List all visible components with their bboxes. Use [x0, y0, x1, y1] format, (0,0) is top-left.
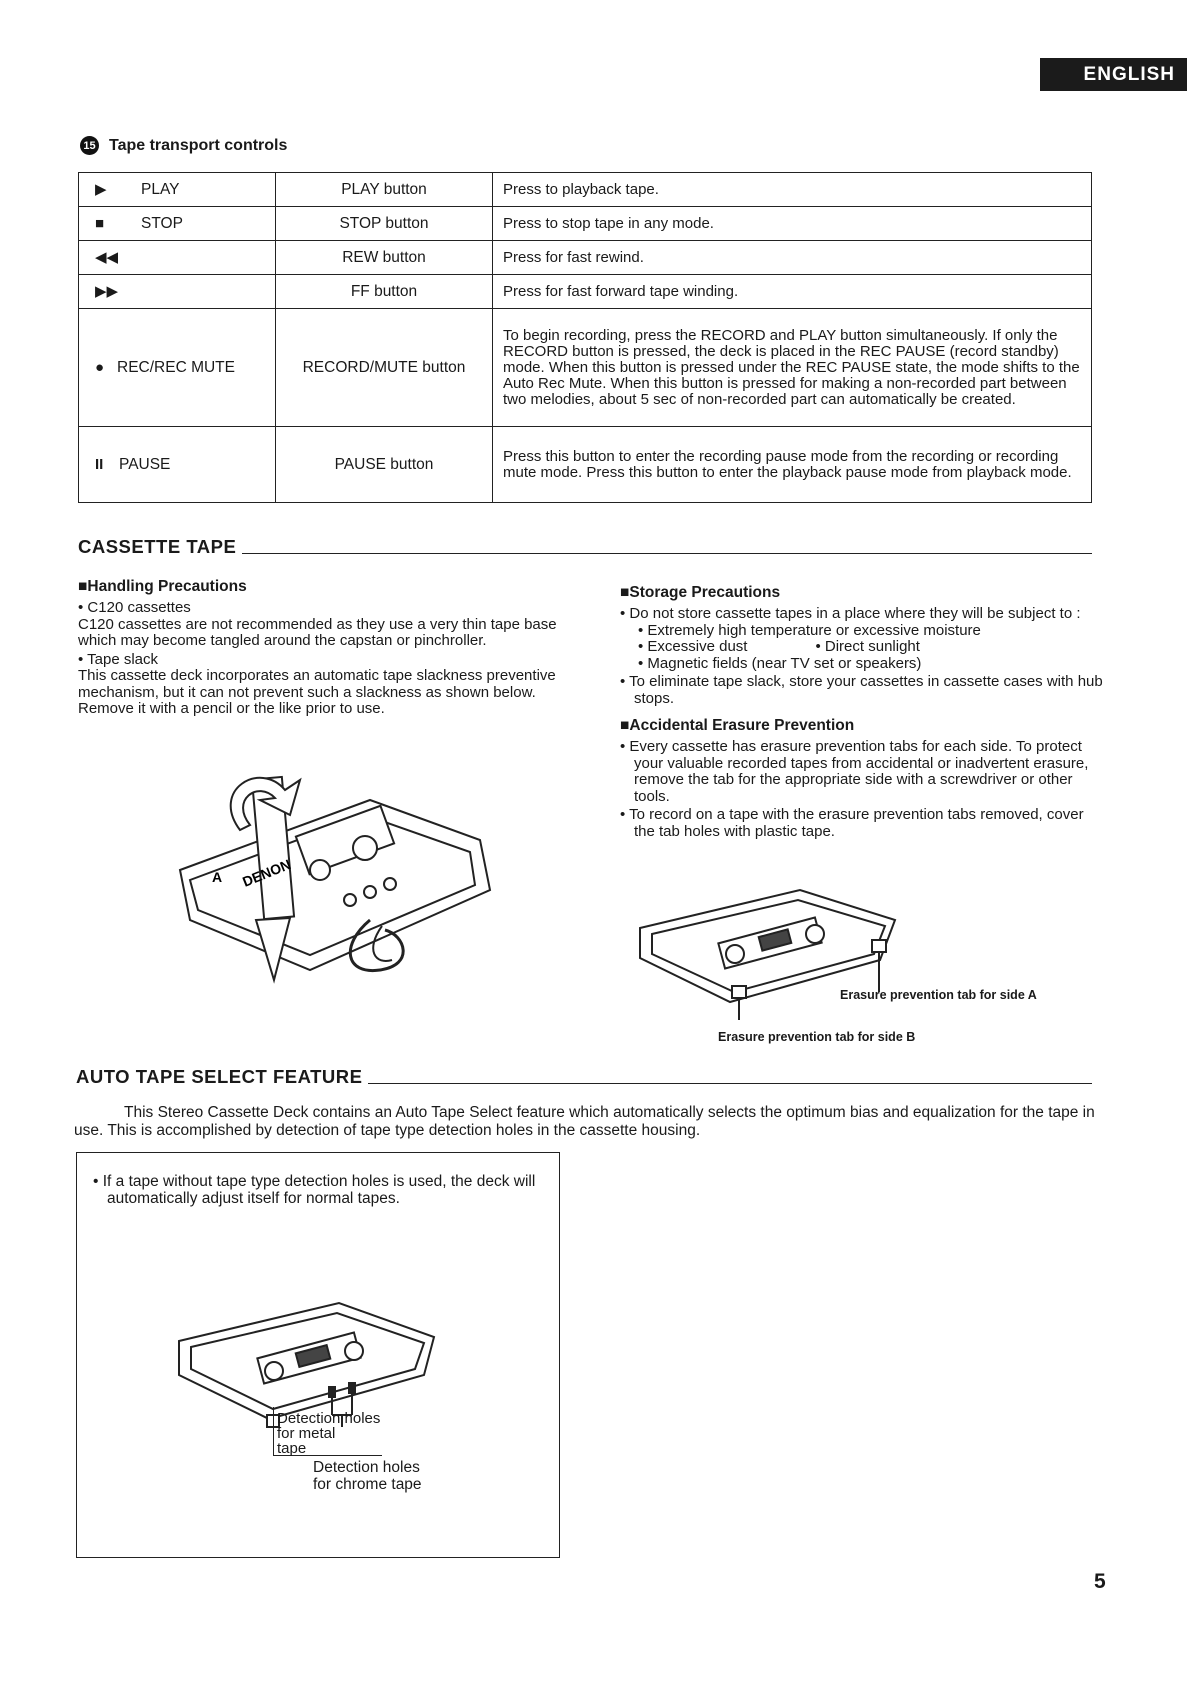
c120-item: • C120 cassettes C120 cassettes are not recommended as they use a very thin tape base which may become tangled around the capstan or pinchroller.	[78, 600, 568, 650]
fast-forward-icon: ▶▶	[95, 283, 119, 300]
reel-hub	[345, 1342, 363, 1360]
tape-slack-figure	[170, 770, 490, 1020]
row-button: STOP button	[276, 207, 493, 241]
detection-holes-box	[76, 1152, 560, 1558]
table-row	[79, 309, 1092, 427]
tape-slack-text: This cassette deck incorporates an automatic tape slackness preventive mechanism, but it can not prevent such a slackness as shown below. Remove it with a pencil or the like prior to use.	[78, 667, 556, 717]
storage-sub-2: • Excessive dust • Direct sunlight	[638, 638, 920, 655]
auto-tape-select-heading-text: AUTO TAPE SELECT FEATURE	[76, 1066, 363, 1087]
storage-item-1: • Do not store cassette tapes in a place where they will be subject to :	[620, 605, 1081, 622]
reel-hub	[310, 860, 330, 880]
play-icon: ▶	[95, 181, 107, 198]
row-label: PAUSE	[119, 455, 171, 473]
row-button: REW button	[276, 241, 493, 275]
row-description: Press for fast rewind.	[493, 241, 1092, 275]
c120-title: C120 cassettes	[87, 599, 191, 616]
erasure-title: ■Accidental Erasure Prevention	[620, 717, 855, 734]
pause-icon: II	[95, 455, 104, 473]
cassette-tape-heading	[78, 536, 1092, 558]
row-description: Press for fast forward tape winding.	[493, 275, 1092, 309]
metal-detection-hole	[329, 1387, 335, 1397]
chrome-detection-hole	[349, 1383, 355, 1393]
tape-slack-item: • Tape slack This cassette deck incorporates an automatic tape slackness preventive mechanism, but it can not prevent such a slackness as shown below. Remove it with a pencil or the like prior to use.	[78, 652, 568, 718]
handling-title: ■Handling Precautions	[78, 578, 247, 595]
table-row	[79, 241, 1092, 275]
brand-logo: DENON	[240, 856, 294, 890]
row-button: PAUSE button	[276, 427, 493, 503]
table-row	[79, 275, 1092, 309]
transport-section-title	[80, 136, 287, 155]
page-number: 5	[1094, 1570, 1106, 1593]
cassette-tape-heading-text: CASSETTE TAPE	[78, 536, 237, 557]
row-description: Press to stop tape in any mode.	[493, 207, 1092, 241]
label-metal-holes: Detection holes for metal tape	[277, 1410, 381, 1457]
row-button: PLAY button	[276, 173, 493, 207]
reel-hub	[265, 1362, 283, 1380]
row-button: FF button	[276, 275, 493, 309]
auto-tape-select-heading	[76, 1066, 1092, 1088]
box-note: • If a tape without tape type detection holes is used, the deck will automatically adjust itself for normal tapes.	[93, 1173, 536, 1207]
storage-title: ■Storage Precautions	[620, 584, 781, 601]
erasure-item-1: • Every cassette has erasure prevention tabs for each side. To protect your valuable recorded tapes from accidental or inadvertent erasure, remove the tab for the appropriate side with a screwdriver or other tools.	[620, 738, 1089, 805]
c120-text: C120 cassettes are not recommended as they use a very thin tape base which may become tangled around the capstan or pinchroller.	[78, 615, 557, 649]
caption-tab-side-b: Erasure prevention tab for side B	[718, 1030, 916, 1044]
table-row	[79, 207, 1092, 241]
row-description: Press this button to enter the recording pause mode from the recording or recording mute mode. Press this button to enter the playback pause mode from playback mode.	[493, 427, 1092, 503]
erasure-item-2: • To record on a tape with the erasure prevention tabs removed, cover the tab holes with plastic tape.	[620, 806, 1084, 840]
storage-precautions	[620, 584, 1105, 840]
transport-controls-table	[78, 172, 1092, 503]
handling-precautions	[78, 578, 568, 718]
auto-tape-select-intro: This Stereo Cassette Deck contains an Auto Tape Select feature which automatically selects the optimum bias and equalization for the tape in use. This is accomplished by detection of tape type detection holes in the cassette housing.	[74, 1104, 1095, 1139]
reel-hub	[726, 945, 744, 963]
reel-hub	[806, 925, 824, 943]
row-label: PLAY	[141, 181, 180, 198]
storage-sub-1: • Extremely high temperature or excessive moisture	[638, 621, 981, 639]
storage-sub-3: • Magnetic fields (near TV set or speakers)	[638, 654, 922, 672]
row-description: Press to playback tape.	[493, 173, 1092, 207]
label-chrome-holes: Detection holes for chrome tape	[313, 1459, 422, 1493]
row-label: STOP	[141, 214, 183, 232]
reel-hub	[353, 836, 377, 860]
row-button: RECORD/MUTE button	[276, 309, 493, 427]
table-row	[79, 173, 1092, 207]
language-tab	[1040, 58, 1187, 91]
tape-slack-title: Tape slack	[87, 650, 159, 668]
storage-item-2: • To eliminate tape slack, store your cassettes in cassette cases with hub stops.	[620, 673, 1103, 707]
erasure-tab-a	[872, 940, 886, 952]
stop-icon: ■	[95, 214, 105, 232]
row-description: To begin recording, press the RECORD and PLAY button simultaneously. If only the RECORD button is pressed, the deck is placed in the REC PAUSE (record standby) mode. When this button is pressed under the REC PAUSE state, the mode shifts to the Auto Rec Mute. When this button is pressed for making a non-recorded part between two melodies, about 5 sec of non-recorded part can automatically be created.	[493, 309, 1092, 427]
erasure-tab-b	[732, 986, 746, 998]
record-icon: ●	[95, 358, 105, 376]
table-row	[79, 427, 1092, 503]
transport-title: Tape transport controls	[109, 136, 288, 154]
language-tab-label: ENGLISH	[1083, 63, 1175, 85]
section-number-badge: 15	[80, 136, 99, 155]
row-label: REC/REC MUTE	[117, 358, 235, 376]
rewind-icon: ◀◀	[95, 249, 119, 266]
caption-tab-side-a: Erasure prevention tab for side A	[840, 988, 1037, 1002]
side-marker: A	[212, 869, 223, 885]
